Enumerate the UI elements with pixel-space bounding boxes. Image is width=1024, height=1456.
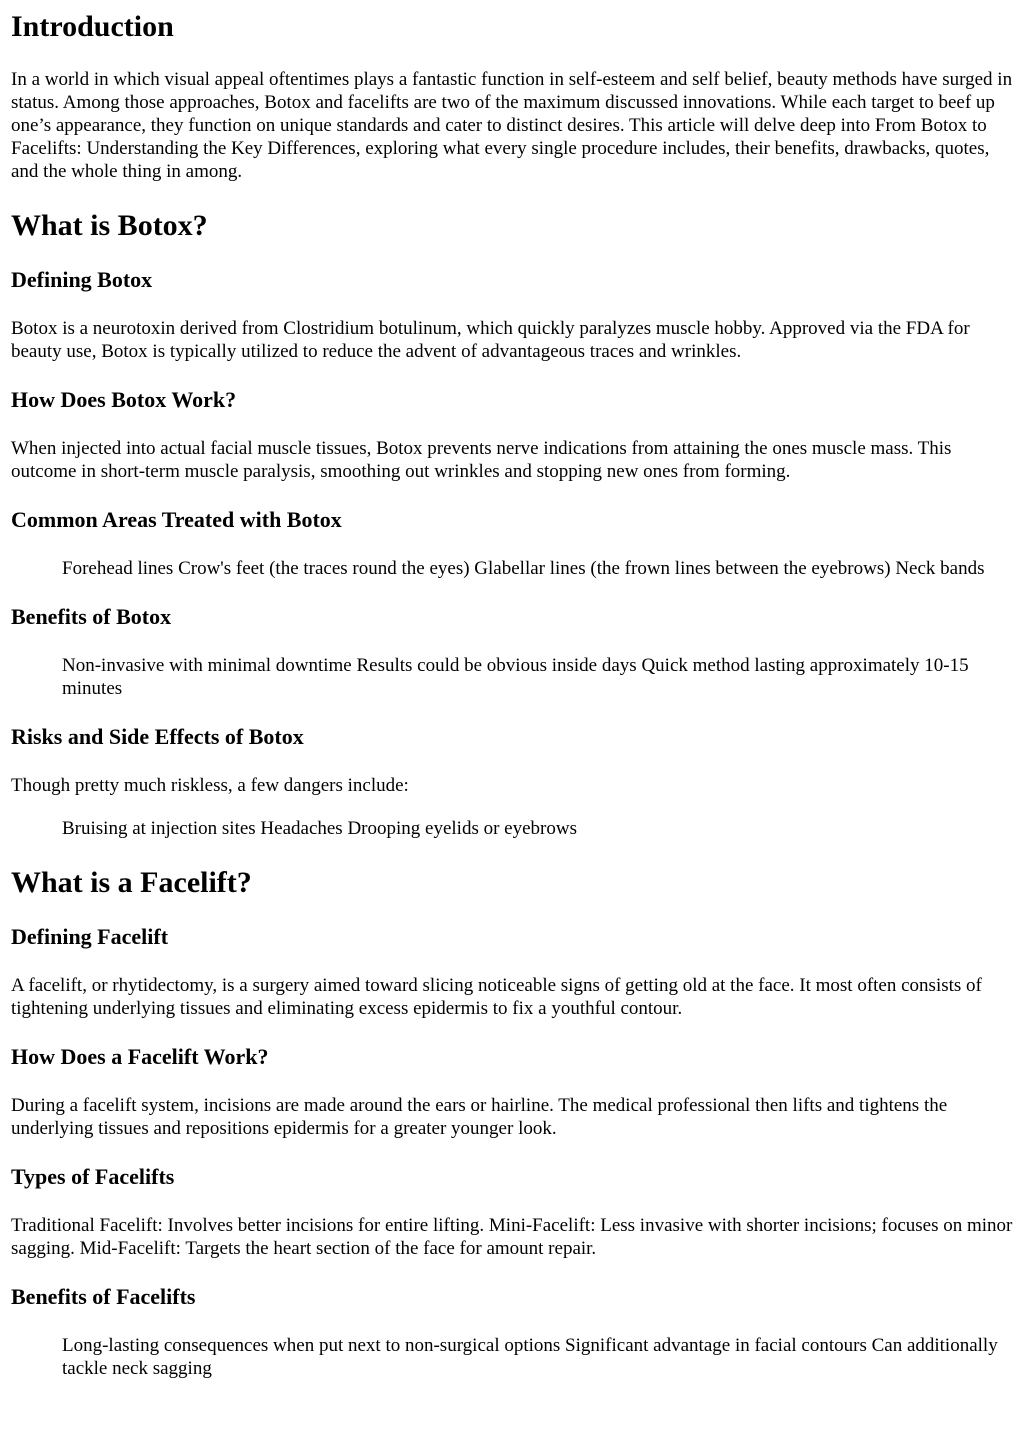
how-botox-works-heading: How Does Botox Work?	[11, 387, 237, 412]
botox-risks-heading: Risks and Side Effects of Botox	[11, 724, 304, 749]
botox-benefits-heading: Benefits of Botox	[11, 604, 172, 629]
botox-heading: What is Botox?	[11, 209, 208, 242]
defining-botox-heading: Defining Botox	[11, 267, 153, 292]
facelift-types-heading: Types of Facelifts	[11, 1164, 175, 1189]
introduction-paragraph: In a world in which visual appeal oftentimes plays a fantastic function in self-esteem and self belief, beauty methods have surged in status. Among those approaches, Botox and facelifts are two of the maximum discussed innovations. While each target to beef up one’s appearance, they function on unique standards and cater to distinct desires. This article will delve deep into From Botox to Facelifts: Understanding the Key Differences, exploring what every single procedure includes, their benefits, drawbacks, quotes, and the whole thing in among.	[11, 69, 1013, 182]
defining-facelift-paragraph: A facelift, or rhytidectomy, is a surgery aimed toward slicing noticeable signs of getting old at the face. It most often consists of tightening underlying tissues and eliminating excess epidermis to fix a youthful contour.	[11, 975, 982, 1019]
botox-areas-heading: Common Areas Treated with Botox	[11, 507, 342, 532]
botox-areas-list: Forehead lines Crow's feet (the traces round the eyes) Glabellar lines (the frown lines between the eyebrows) Neck bands	[62, 558, 985, 579]
facelift-benefits-list: Long-lasting consequences when put next to non-surgical options Significant advantage in facial contours Can additionally tackle neck sagging	[62, 1335, 998, 1379]
how-facelift-works-paragraph: During a facelift system, incisions are made around the ears or hairline. The medical professional then lifts and tightens the underlying tissues and repositions epidermis for a greater younger look.	[11, 1095, 948, 1139]
botox-benefits-list: Non-invasive with minimal downtime Results could be obvious inside days Quick method lasting approximately 10-15 minutes	[62, 655, 969, 699]
how-facelift-works-heading: How Does a Facelift Work?	[11, 1044, 269, 1069]
defining-facelift-heading: Defining Facelift	[11, 924, 169, 949]
how-botox-works-paragraph: When injected into actual facial muscle tissues, Botox prevents nerve indications from attaining the ones muscle mass. This outcome in short-term muscle paralysis, smoothing out wrinkles and stopping new ones from forming.	[11, 438, 952, 482]
botox-risks-list: Bruising at injection sites Headaches Drooping eyelids or eyebrows	[62, 818, 577, 839]
botox-risks-intro: Though pretty much riskless, a few dangers include:	[11, 775, 409, 796]
article	[0, 10, 1024, 1380]
introduction-heading: Introduction	[11, 10, 174, 43]
facelift-benefits-heading: Benefits of Facelifts	[11, 1284, 196, 1309]
defining-botox-paragraph: Botox is a neurotoxin derived from Clostridium botulinum, which quickly paralyzes muscle hobby. Approved via the FDA for beauty use, Botox is typically utilized to reduce the advent of advantageous traces and wrinkles.	[11, 318, 970, 362]
facelift-heading: What is a Facelift?	[11, 866, 252, 899]
facelift-types-paragraph: Traditional Facelift: Involves better incisions for entire lifting. Mini-Facelift: Less invasive with shorter incisions; focuses on minor sagging. Mid-Facelift: Targets the heart section of the face for amount repair.	[11, 1215, 1013, 1259]
